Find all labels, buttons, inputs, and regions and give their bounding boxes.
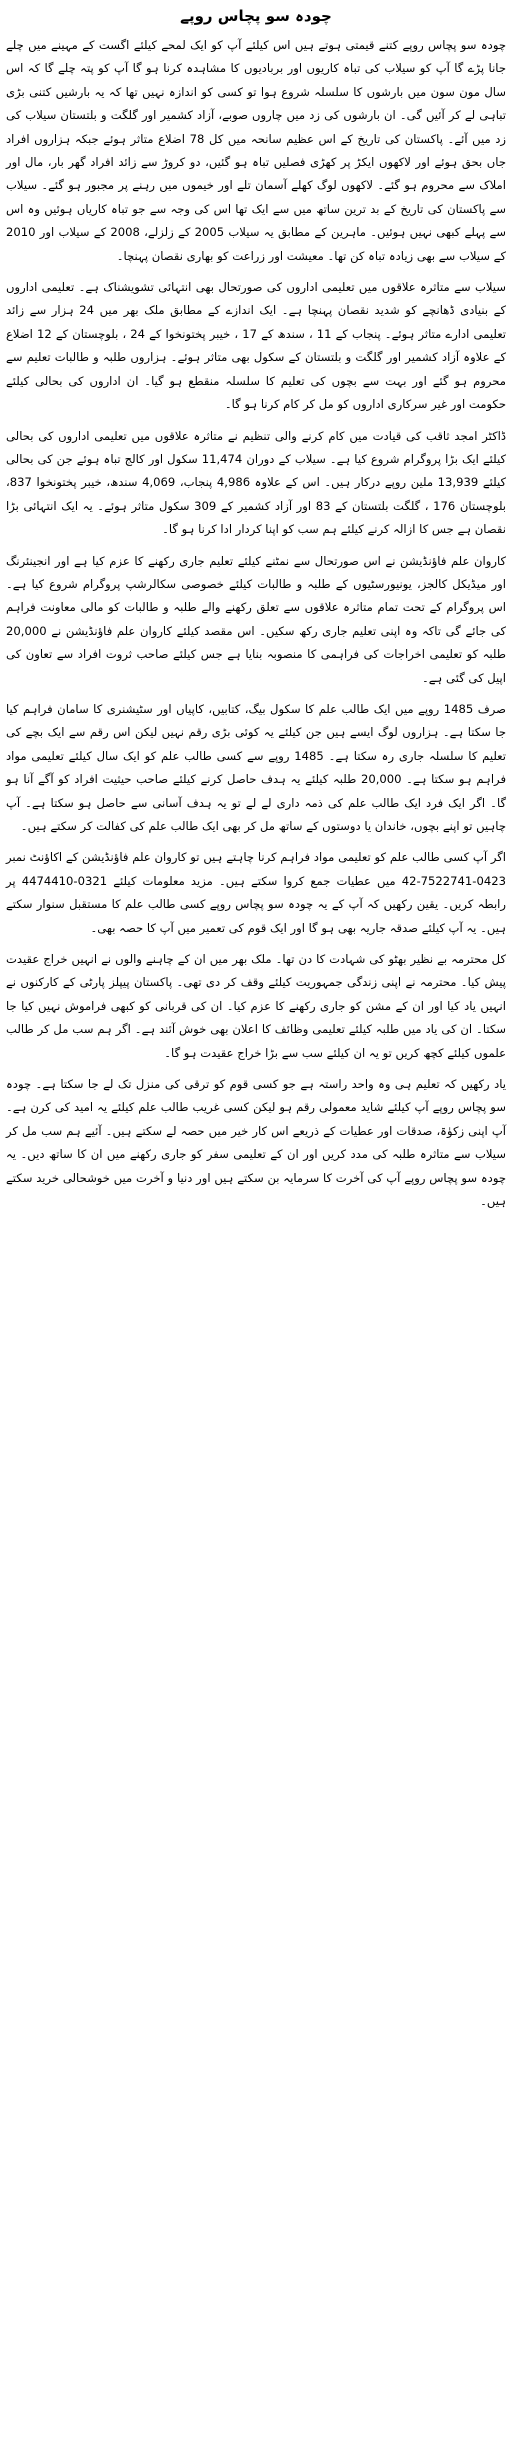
article-paragraph	[6, 1073, 506, 1213]
article-headline: چودہ سو پچاس روپے	[180, 7, 332, 25]
article-paragraph	[6, 276, 506, 416]
paragraph-text: سیلاب سے متاثرہ علاقوں میں تعلیمی اداروں کی صورتحال بھی انتہائی تشویشناک ہے۔ تعلیمی اداروں کے بنیادی ڈھانچے کو شدید نقصان پہنچا ہے۔ ایک اندازے کے مطابق ملک بھر میں 24 ہزار سے زائد تعلیمی ادارے متاثر ہوئے۔ پنجاب کے 11 ، سندھ کے 17 ، خیبر پختونخوا کے 24 ، بلوچستان کے 12 اضلاع کے علاوہ آزاد کشمیر اور گلگت و بلتستان کے سکول بھی متاثر ہوئے۔ ہزاروں طلبہ و طالبات تعلیم سے محروم ہو گئے اور بہت سے بچوں کی تعلیم کا سلسلہ منقطع ہو گیا۔ ان اداروں کی بحالی کیلئے حکومت اور غیر سرکاری اداروں کو مل کر کام کرنا ہو گا۔	[6, 280, 507, 412]
article-paragraph	[6, 948, 506, 1065]
article-paragraph	[6, 846, 506, 940]
article-paragraph	[6, 34, 506, 268]
paragraph-text: ڈاکٹر امجد ثاقب کی قیادت میں کام کرنے والی تنظیم نے متاثرہ علاقوں میں تعلیمی اداروں کی بحالی کیلئے ایک بڑا پروگرام شروع کیا ہے۔ سیلاب کے دوران 11,474 سکول اور کالج تباہ ہوئے جن کی بحالی کیلئے 13,939 ملین روپے درکار ہیں۔ اس کے علاوہ 4,986 پنجاب، 4,069 سندھ، خیبر پختونخوا 837، بلوچستان 176 ، گلگت بلتستان کے 83 اور آزاد کشمیر کے 309 سکول متاثر ہوئے۔ یہ ایک انتہائی بڑا نقصان ہے جس کا ازالہ کرنے کیلئے ہم سب کو اپنا کردار ادا کرنا ہو گا۔	[6, 428, 507, 537]
paragraph-text: صرف 1485 روپے میں ایک طالب علم کا سکول بیگ، کتابیں، کاپیاں اور سٹیشنری کا سامان فراہم کیا جا سکتا ہے۔ ہزاروں لوگ ایسے ہیں جن کیلئے یہ کوئی بڑی رقم نہیں لیکن اس رقم سے ایک بچے کی تعلیم کا سلسلہ جاری رہ سکتا ہے۔ 1485 روپے سے کسی طالب علم کو ایک سال کیلئے تعلیمی مواد فراہم ہو سکتا ہے۔ 20,000 طلبہ کیلئے یہ ہدف حاصل کرنے کیلئے صاحب حیثیت افراد کو آگے آنا ہو گا۔ اگر ایک فرد ایک طالب علم کی ذمہ داری لے لے تو یہ ہدف آسانی سے حاصل ہو سکتا ہے۔ آپ چاہیں تو اپنے بچوں، خاندان یا دوستوں کے ساتھ مل کر بھی ایک طالب علم کی کفالت کر سکتے ہیں۔	[6, 701, 507, 833]
article-column	[6, 4, 506, 2452]
article-paragraph	[6, 698, 506, 838]
article-paragraph	[6, 425, 506, 542]
paragraph-text: کل محترمہ بے نظیر بھٹو کی شہادت کا دن تھا۔ ملک بھر میں ان کے چاہنے والوں نے انہیں خراج عقیدت پیش کیا۔ محترمہ نے اپنی زندگی جمہوریت کیلئے وقف کر دی تھی۔ پاکستان پیپلز پارٹی کے کارکنوں نے انہیں یاد کیا اور ان کے مشن کو جاری رکھنے کا عزم کیا۔ ان کی قربانی کو کبھی فراموش نہیں کیا جا سکتا۔ ان کی یاد میں طلبہ کیلئے تعلیمی وظائف کا اعلان بھی خوش آئند ہے۔ اگر ہم سب مل کر طالب علموں کیلئے کچھ کریں تو یہ ان کیلئے سب سے بڑا خراج عقیدت ہو گا۔	[6, 952, 506, 1060]
paragraph-text: کاروان علم فاؤنڈیشن نے اس صورتحال سے نمٹنے کیلئے تعلیم جاری رکھنے کا عزم کیا ہے اور انجینئرنگ اور میڈیکل کالجز، یونیورسٹیوں کے طلبہ و طالبات کیلئے خصوصی سکالرشپ پروگرام شروع کیا ہے۔ اس پروگرام کے تحت تمام متاثرہ علاقوں سے تعلق رکھنے والے طلبہ و طالبات کو مالی معاونت فراہم کی جائے گی تاکہ وہ اپنی تعلیم جاری رکھ سکیں۔ اس مقصد کیلئے کاروان علم فاؤنڈیشن نے 20,000 طلبہ کو تعلیمی اخراجات کی فراہمی کا منصوبہ بنایا ہے جس کیلئے صاحب ثروت افراد سے تعاون کی اپیل کی گئی ہے۔	[6, 553, 506, 685]
paragraph-text: اگر آپ کسی طالب علم کو تعلیمی مواد فراہم کرنا چاہتے ہیں تو کاروان علم فاؤنڈیشن کے اکاؤنٹ نمبر 0423-7522741-42 میں عطیات جمع کروا سکتے ہیں۔ مزید معلومات کیلئے 0321-4474410 پر رابطہ کریں۔ یقین رکھیں کہ آپ کے یہ چودہ سو پچاس روپے کسی طالب علم کا مستقبل سنوار سکتے ہیں۔ یہ آپ کیلئے صدقہ جاریہ بھی ہو گا اور ایک قوم کی تعمیر میں آپ کا حصہ بھی۔	[6, 850, 506, 935]
paragraph-text: یاد رکھیں کہ تعلیم ہی وہ واحد راستہ ہے جو کسی قوم کو ترقی کی منزل تک لے جا سکتا ہے۔ چودہ سو پچاس روپے آپ کیلئے شاید معمولی رقم ہو لیکن کسی غریب طالب علم کیلئے یہ امید کی کرن ہے۔ آپ اپنی زکوٰۃ، صدقات اور عطیات کے ذریعے اس کار خیر میں حصہ لے سکتے ہیں۔ آئیے ہم سب مل کر سیلاب سے متاثرہ طلبہ کی مدد کریں اور ان کے تعلیمی سفر کو جاری رکھنے میں ان کا ساتھ دیں۔ یہ چودہ سو پچاس روپے آپ کی آخرت کا سرمایہ بن سکتے ہیں اور دنیا و آخرت میں خوشحالی خرید سکتے ہیں۔	[6, 1077, 506, 1209]
paragraph-text: چودہ سو پچاس روپے کتنے قیمتی ہوتے ہیں اس کیلئے آپ کو ایک لمحے کیلئے اگست کے مہینے میں چلے جانا پڑے گا آپ کو سیلاب کی تباہ کاریوں اور بربادیوں کا مشاہدہ کرنا ہو گا آپ کو پتہ چلے گا کہ اس سال مون سون میں بارشوں کا سلسلہ شروع ہوا تو کسی کو اندازہ نہیں تھا کہ یہ بارشیں کتنی بڑی تباہی لے کر آئیں گی۔ ان بارشوں کی زد میں چاروں صوبے، آزاد کشمیر اور گلگت و بلتستان سیلاب کی زد میں آئے۔ پاکستان کی تاریخ کے اس عظیم سانحہ میں کل 78 اضلاع متاثر ہوئے جبکہ ہزاروں افراد جاں بحق ہوئے اور لاکھوں ایکڑ پر کھڑی فصلیں تباہ ہو گئیں، دو کروڑ سے زائد افراد گھر بار، مال اور املاک سے محروم ہو گئے۔ لاکھوں لوگ کھلے آسمان تلے اور خیموں میں رہنے پر مجبور ہو گئے۔ سیلاب سے پاکستان کی تاریخ کے بد ترین ساتھ میں سے ایک تھا اس کی وجہ سے جو تباہ کاریاں ہوئیں وہ اس سے پہلے کبھی نہیں ہوئیں۔ ماہرین کے مطابق یہ سیلاب 2005 کے زلزلے، 2008 کے سیلاب اور 2010 کے سیلاب سے بھی زیادہ تباہ کن تھا۔ معیشت اور زراعت کو بھاری نقصان پہنچا۔	[6, 38, 506, 263]
article-paragraph	[6, 550, 506, 690]
